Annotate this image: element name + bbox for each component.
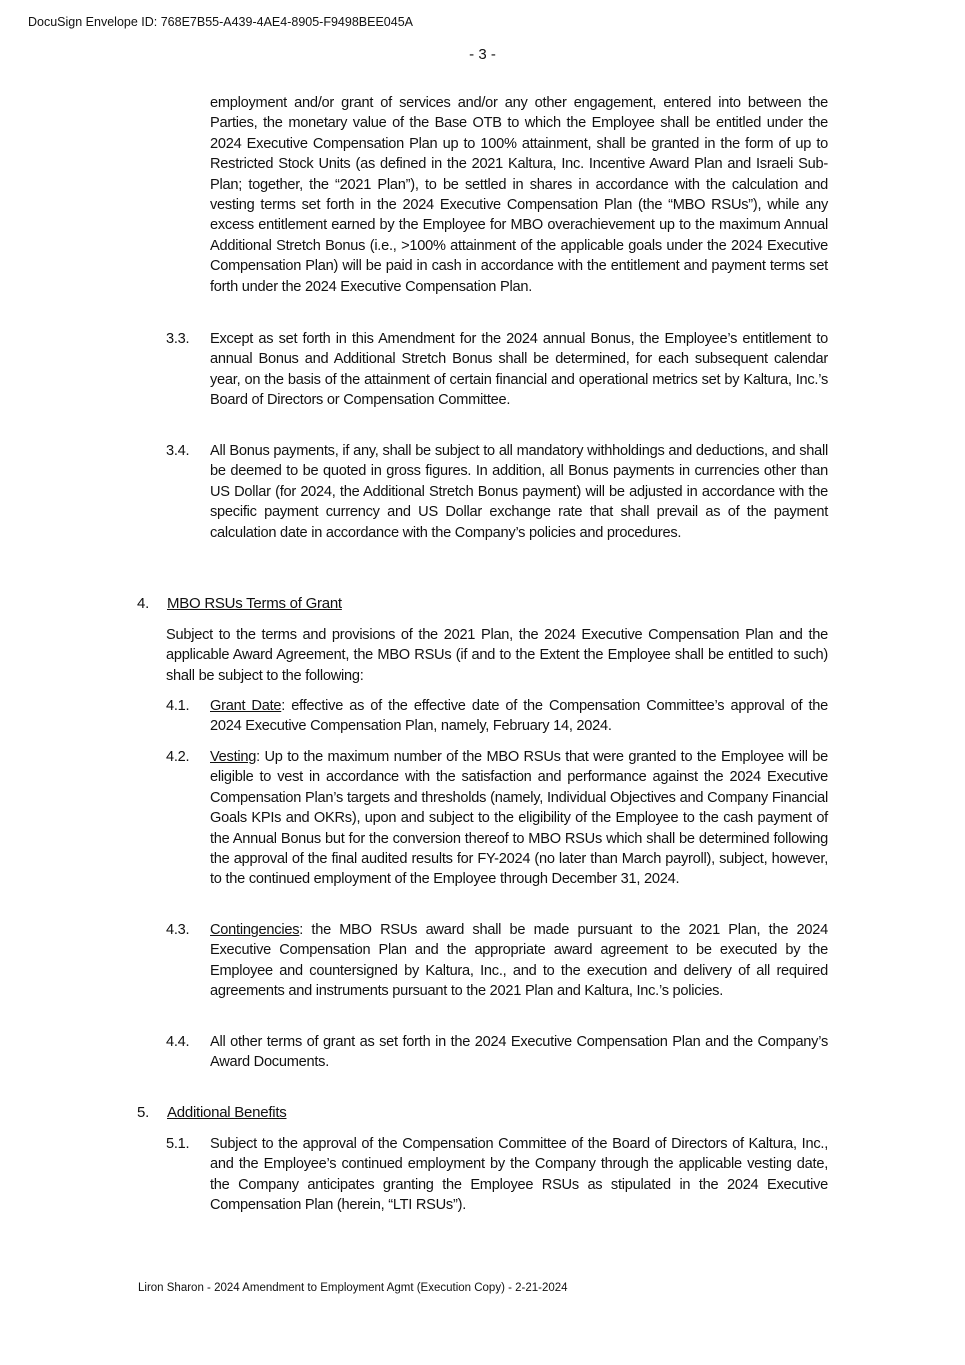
clause-text: Grant Date: effective as of the effective date of the Compensation Committee’s approval of the 2024 Executive Compensation Plan, namely, February 14, 2024. <box>210 698 828 735</box>
paragraph: employment and/or grant of services and/or any other engagement, entered into between the Parties, the monetary value of the Base OTB to which the Employee shall be entitled under the 2024 Executive Compensation Plan up to 100% attainment, shall be granted in the form of up to Restricted Stock Units (as defined in the 2021 Kaltura, Inc. Incentive Award Plan and Israeli Sub-Plan; together, the “2021 Plan”), to be settled in shares in accordance with the calculation and vesting terms set forth in the 2024 Executive Compensation Plan (the “MBO RSUs”), while any excess entitlement earned by the Employee for MBO overachievement up to the maximum Annual Additional Stretch Bonus (i.e., >100% attainment of the applicable goals under the 2024 Executive Compensation Plan) will be paid in cash in accordance with the entitlement and payment terms set forth under the 2024 Executive Compensation Plan. <box>210 95 828 295</box>
section-title: Additional Benefits <box>167 1104 287 1121</box>
clause-term: Grant Date <box>210 698 282 714</box>
page-number: - 3 - <box>469 46 496 63</box>
clause-number: 4.4. <box>166 1034 190 1050</box>
clause-text: All other terms of grant as set forth in the 2024 Executive Compensation Plan and the Company’s Award Documents. <box>210 1034 828 1071</box>
section-title: MBO RSUs Terms of Grant <box>167 595 342 612</box>
envelope-id: DocuSign Envelope ID: 768E7B55-A439-4AE4-8905-F9498BEE045A <box>28 15 413 29</box>
clause-text: All Bonus payments, if any, shall be subject to all mandatory withholdings and deductions, and shall be deemed to be quoted in gross figures. In addition, all Bonus payments in currencies other than US Dollar (for 2024, the Additional Stretch Bonus payment) will be adjusted in accordance with the specific payment currency and US Dollar exchange rate that shall prevail as of the payment calculation date in accordance with the Company’s policies and procedures. <box>210 443 828 541</box>
clause-number: 4.1. <box>166 698 190 714</box>
clause-term: Vesting <box>210 749 257 765</box>
clause-number: 4.2. <box>166 749 190 765</box>
clause-text: Subject to the approval of the Compensation Committee of the Board of Directors of Kaltura, Inc., and the Employee’s continued employment by the Company through the applicable vesting date, the Company anticipates granting the Employee RSUs as stipulated in the 2024 Executive Compensation Plan (herein, “LTI RSUs”). <box>210 1136 828 1214</box>
section-number: 4. <box>137 595 150 612</box>
section-number: 5. <box>137 1104 150 1121</box>
clause-text: Vesting: Up to the maximum number of the MBO RSUs that were granted to the Employee will be eligible to vest in accordance with the satisfaction and performance against the 2024 Executive Compensation Plan’s targets and thresholds (namely, Individual Objectives and Company Financial Goals KPIs and OKRs), upon and subject to the eligibility of the Employee to the cash payment of the Annual Bonus but for the conversion thereof to MBO RSUs which shall be determined following the approval of the final audited results for FY-2024 (no later than March payroll), subject, however, to the continued employment of the Employee through December 31, 2024. <box>210 749 828 888</box>
clause-number: 3.4. <box>166 443 190 459</box>
clause-number: 4.3. <box>166 922 190 938</box>
paragraph: Subject to the terms and provisions of the 2021 Plan, the 2024 Executive Compensation Plan and the applicable Award Agreement, the MBO RSUs (if and to the Extent the Employee shall be entitled to such) shall be subject to the following: <box>166 627 828 684</box>
clause-number: 5.1. <box>166 1136 190 1152</box>
footer: Liron Sharon - 2024 Amendment to Employment Agmt (Execution Copy) - 2-21-2024 <box>138 1282 568 1294</box>
clause-text: Except as set forth in this Amendment for the 2024 annual Bonus, the Employee’s entitlement to annual Bonus and Additional Stretch Bonus shall be determined, for each subsequent calendar year, on the basis of the attainment of certain financial and operational metrics set by Kaltura, Inc.’s Board of Directors or Compensation Committee. <box>210 331 828 409</box>
clause-number: 3.3. <box>166 331 190 347</box>
clause-term: Contingencies <box>210 922 300 938</box>
clause-text: Contingencies: the MBO RSUs award shall be made pursuant to the 2021 Plan, the 2024 Executive Compensation Plan and the appropriate award agreement to be executed by the Employee and countersigned by Kaltura, Inc., and to the execution and delivery of all required agreements and instruments pursuant to the 2021 Plan and Kaltura, Inc.’s policies. <box>210 922 828 1000</box>
